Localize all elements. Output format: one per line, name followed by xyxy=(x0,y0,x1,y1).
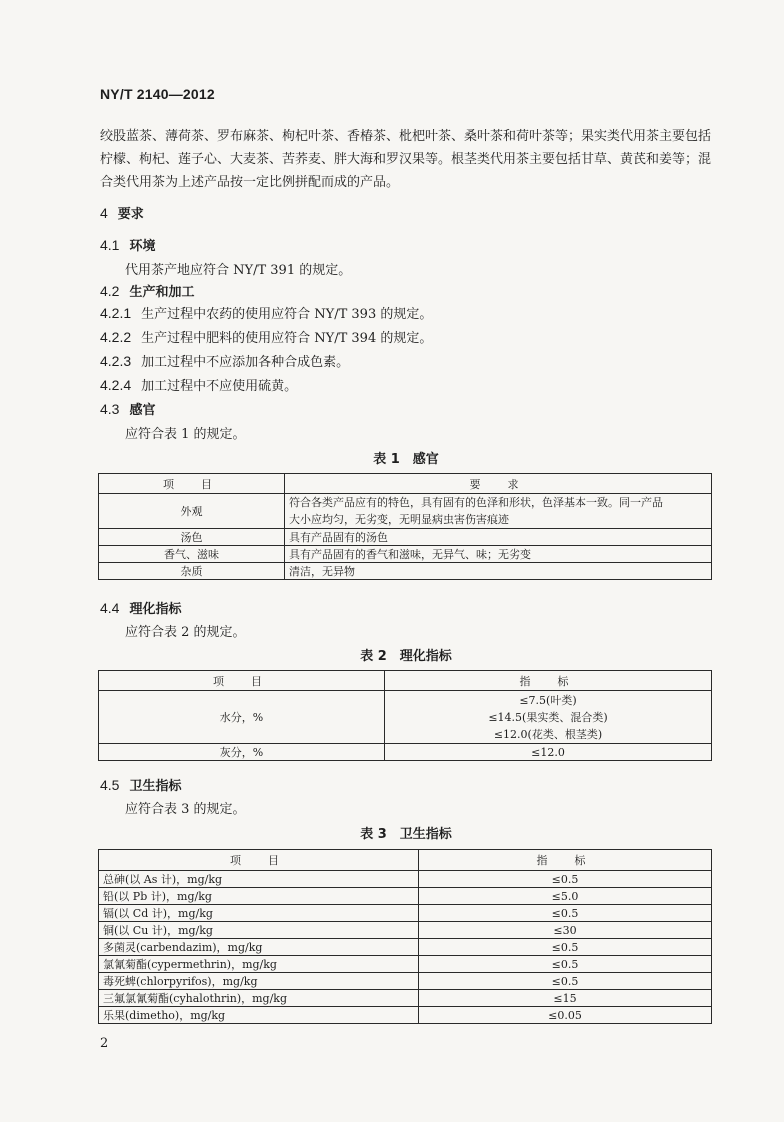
column-header: 指 标 xyxy=(385,671,712,691)
table-cell: 氯氰菊酯(cypermethrin)，mg/kg xyxy=(99,956,419,973)
section-4-heading xyxy=(100,203,144,222)
table-2-caption: 表 2 理化指标 xyxy=(360,649,452,664)
clause-text: 生产过程中农药的使用应符合 NY/T 393 的规定。 xyxy=(141,307,433,322)
table-physicochemical xyxy=(98,670,712,761)
cell-line: 大小应均匀，无劣变，无明显病虫害伤害痕迹 xyxy=(289,513,509,526)
section-title: 生产和加工 xyxy=(129,285,195,300)
table-cell: ≤12.0 xyxy=(385,744,712,761)
clause-4-2-2 xyxy=(100,327,432,346)
table-cell: 镉(以 Cd 计)，mg/kg xyxy=(99,905,419,922)
section-4-1-body: 代用茶产地应符合 NY/T 391 的规定。 xyxy=(125,263,352,278)
table-cell: ≤30 xyxy=(419,922,712,939)
clause-4-2-4 xyxy=(100,375,297,394)
table-header-row xyxy=(99,474,712,494)
table-row xyxy=(99,744,712,761)
table-cell: 汤色 xyxy=(99,529,285,546)
table-row xyxy=(99,888,712,905)
table-row xyxy=(99,546,712,563)
table-row xyxy=(99,529,712,546)
table-cell: 铅(以 Pb 计)，mg/kg xyxy=(99,888,419,905)
table-row xyxy=(99,494,712,529)
table-row xyxy=(99,905,712,922)
cell-line: 符合各类产品应有的特色，具有固有的色泽和形状，色泽基本一致。同一产品 xyxy=(289,496,663,509)
table-row xyxy=(99,922,712,939)
table-cell: ≤0.5 xyxy=(419,973,712,990)
table-cell: 灰分，% xyxy=(99,744,385,761)
intro-line: 绞股蓝茶、薄荷茶、罗布麻茶、枸杞叶茶、香椿茶、枇杷叶茶、桑叶茶和荷叶茶等；果实类代用茶主要包括 xyxy=(100,129,712,144)
intro-line: 合类代用茶为上述产品按一定比例拼配而成的产品。 xyxy=(100,175,400,190)
section-number: 4.3 xyxy=(100,401,120,417)
column-header: 项 目 xyxy=(99,850,419,871)
clause-text: 加工过程中不应使用硫黄。 xyxy=(141,379,298,394)
intro-paragraph xyxy=(100,125,710,194)
section-title: 环境 xyxy=(129,239,156,254)
table-row xyxy=(99,871,712,888)
table-cell: 多菌灵(carbendazim)，mg/kg xyxy=(99,939,419,956)
table-row xyxy=(99,939,712,956)
table-cell: 具有产品固有的香气和滋味，无异气、味；无劣变 xyxy=(285,546,712,563)
table-cell: 水分，% xyxy=(99,691,385,744)
section-title: 卫生指标 xyxy=(129,779,182,794)
clause-number: 4.2.1 xyxy=(100,305,132,321)
table-row xyxy=(99,973,712,990)
table-row xyxy=(99,1007,712,1024)
cell-line: ≤7.5(叶类) xyxy=(519,693,577,707)
section-4-5-body: 应符合表 3 的规定。 xyxy=(125,802,246,817)
table-cell: ≤0.5 xyxy=(419,956,712,973)
column-header: 要 求 xyxy=(285,474,712,494)
table-1-caption: 表 1 感官 xyxy=(373,452,439,467)
section-title: 感官 xyxy=(129,403,156,418)
table-cell xyxy=(285,494,712,529)
table-row xyxy=(99,691,712,744)
table-cell: 毒死蜱(chlorpyrifos)，mg/kg xyxy=(99,973,419,990)
section-4-3-body: 应符合表 1 的规定。 xyxy=(125,427,246,442)
table-header-row xyxy=(99,850,712,871)
section-4-3-heading xyxy=(100,399,155,418)
table-cell: 香气、滋味 xyxy=(99,546,285,563)
table-row xyxy=(99,956,712,973)
table-cell: 铜(以 Cu 计)，mg/kg xyxy=(99,922,419,939)
clause-text: 生产过程中肥料的使用应符合 NY/T 394 的规定。 xyxy=(141,331,433,346)
intro-line: 柠檬、枸杞、莲子心、大麦茶、苦荞麦、胖大海和罗汉果等。根茎类代用茶主要包括甘草、黄芪和姜等；混 xyxy=(100,152,712,167)
table-row xyxy=(99,990,712,1007)
table-cell xyxy=(385,691,712,744)
table-cell: 具有产品固有的汤色 xyxy=(285,529,712,546)
section-number: 4.2 xyxy=(100,283,120,299)
clause-number: 4.2.2 xyxy=(100,329,132,345)
table-cell: ≤15 xyxy=(419,990,712,1007)
section-title: 要求 xyxy=(117,207,144,222)
table-cell: 三氟氯氰菊酯(cyhalothrin)，mg/kg xyxy=(99,990,419,1007)
standard-number: NY/T 2140—2012 xyxy=(100,86,215,102)
column-header: 项 目 xyxy=(99,671,385,691)
section-4-1-heading xyxy=(100,235,155,254)
page-number: 2 xyxy=(100,1036,109,1051)
table-cell: 杂质 xyxy=(99,563,285,580)
column-header: 指 标 xyxy=(419,850,712,871)
section-number: 4.5 xyxy=(100,777,120,793)
table-cell: ≤0.5 xyxy=(419,905,712,922)
table-cell: 外观 xyxy=(99,494,285,529)
section-title: 理化指标 xyxy=(129,602,182,617)
section-number: 4.4 xyxy=(100,600,120,616)
table-3-caption: 表 3 卫生指标 xyxy=(360,827,452,842)
clause-4-2-3 xyxy=(100,351,349,370)
table-cell: ≤5.0 xyxy=(419,888,712,905)
section-4-4-body: 应符合表 2 的规定。 xyxy=(125,625,246,640)
section-4-4-heading xyxy=(100,598,181,617)
column-header: 项 目 xyxy=(99,474,285,494)
table-cell: ≤0.05 xyxy=(419,1007,712,1024)
table-cell: 总砷(以 As 计)，mg/kg xyxy=(99,871,419,888)
clause-text: 加工过程中不应添加各种合成色素。 xyxy=(141,355,350,370)
section-number: 4.1 xyxy=(100,237,120,253)
table-row xyxy=(99,563,712,580)
table-cell: ≤0.5 xyxy=(419,871,712,888)
section-4-5-heading xyxy=(100,775,181,794)
clause-4-2-1 xyxy=(100,303,432,322)
table-cell: ≤0.5 xyxy=(419,939,712,956)
section-4-2-heading xyxy=(100,281,194,300)
cell-line: ≤12.0(花类、根茎类) xyxy=(493,727,603,741)
clause-number: 4.2.4 xyxy=(100,377,132,393)
table-hygiene xyxy=(98,849,712,1024)
cell-line: ≤14.5(果实类、混合类) xyxy=(488,710,608,724)
table-cell: 乐果(dimetho)，mg/kg xyxy=(99,1007,419,1024)
table-sensory xyxy=(98,473,712,580)
table-header-row xyxy=(99,671,712,691)
table-cell: 清洁，无异物 xyxy=(285,563,712,580)
clause-number: 4.2.3 xyxy=(100,353,132,369)
section-number: 4 xyxy=(100,205,108,221)
